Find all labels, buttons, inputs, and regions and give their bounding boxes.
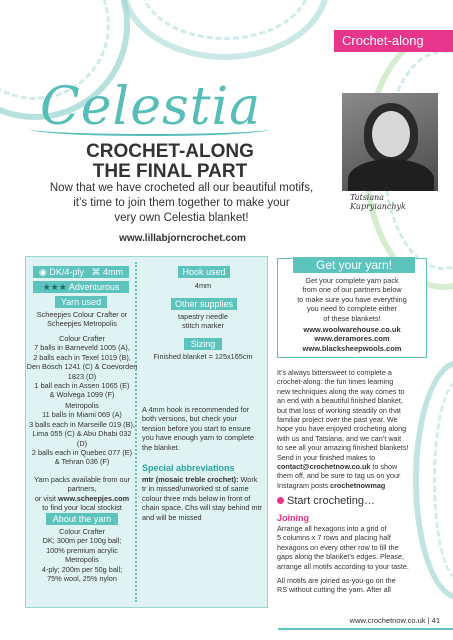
- hook-used-title: Hook used: [178, 266, 230, 278]
- metropolis-quantities: Metropolis 11 balls in Miami 069 (A) 3 balls each in Marseille 019 (B), Lima 055 (C) & Abu Dhabi 032 (D) 2 balls each in Quebec 077 (E) & Tehran 036 (F): [29, 401, 135, 467]
- section-badge: Crochet-along: [334, 30, 453, 52]
- start-crocheting-heading: Start crocheting…: [277, 495, 437, 507]
- other-supplies-title: Other supplies: [171, 298, 237, 310]
- logo-swash: [30, 122, 270, 136]
- scheepjes-link[interactable]: www.scheepjes.com: [58, 493, 130, 503]
- joining-heading: Joining: [277, 513, 309, 523]
- celestia-logo: Celestia: [40, 77, 262, 137]
- retailer-links: [279, 325, 425, 353]
- sizing-title: Sizing: [184, 338, 222, 350]
- blacksheepwools-link[interactable]: www.blacksheepwools.com: [302, 343, 402, 353]
- intro-text: Now that we have crocheted all our beautiful motifs, it’s time to join them together to make your very own Celestia blanket!: [49, 182, 314, 224]
- sizing-text: Finished blanket = 125x165cm: [153, 352, 253, 361]
- designer-photo: [342, 93, 438, 191]
- footer-rule: [278, 628, 453, 630]
- instagram-tag: crochetnowmag: [330, 480, 386, 490]
- heading-line-1: CROCHET-ALONG: [86, 141, 254, 162]
- about-yarn-text: Colour Crafter DK; 300m per 100g ball; 100% premium acrylic Metropolis 4-ply; 200m per 50g ball; 75% wool, 25% nylon: [41, 527, 123, 584]
- level-pill: ★★★ Adventurous: [33, 281, 129, 293]
- abbreviations-text: mtr (mosaic treble crochet): Work tr in missed/unworked st of same colour three rnds below in front of chain space. Chs will stay behind mtr and will be missed: [142, 475, 263, 522]
- abbreviations-title: Special abbreviations: [142, 463, 235, 473]
- body-paragraph: It’s always bittersweet to complete a crochet-along: the fun times learning new techniques along the way comes to an end with a beautiful finished blanket, but that loss of working steadily on that familiar project over the past year. We hope you have enjoyed crocheting along with us and Tatsiana, and we can’t wait to see all your amazing finished blankets! Send in your finished makes to contact@crochetnow.co.uk to show them off, and be sure to tag us on your Instagram posts crochetnowmag: [277, 368, 409, 490]
- about-yarn-title: About the yarn: [46, 513, 118, 525]
- footer-site[interactable]: www.crochetnow.co.uk: [349, 616, 426, 625]
- woolwarehouse-link[interactable]: www.woolwarehouse.co.uk: [303, 325, 401, 334]
- contact-email-link[interactable]: contact@crochetnow.co.uk: [277, 462, 371, 472]
- mandala-decoration-top: [120, 0, 330, 60]
- photo-caption: Tatsiana Kupryianchyk: [350, 193, 406, 211]
- page-footer: www.crochetnow.co.uk | 41: [349, 616, 440, 625]
- hook-note: A 4mm hook is recommended for both versions, but check your tension before you start to ensure you have enough yarn to complete the blanket.: [142, 405, 254, 452]
- yarn-used-title: Yarn used: [55, 296, 107, 308]
- ball-icon: ◉: [39, 267, 47, 277]
- supplies-list: tapestry needle stitch marker: [178, 312, 228, 331]
- heading-line-2: THE FINAL PART: [92, 161, 248, 182]
- joining-text: Arrange all hexagons into a grid of 5 columns x 7 rows and placing half hexagons on every other row to fill the gaps along the blanket’s edges. Please, arrange all motifs according to your taste.: [277, 524, 409, 571]
- colour-crafter-quantities: Colour Crafter 7 balls in Barneveld 1005 (A), 2 balls each in Texel 1019 (B), Den Bosch 1241 (C) & Coevorden 1823 (D) 1 ball each in Assen 1065 (E) & Wolvega 1099 (F): [26, 334, 138, 400]
- page-heading: [60, 142, 280, 182]
- page-number: 41: [431, 616, 440, 625]
- hook-size: 4mm: [194, 281, 212, 290]
- bullet-dot-icon: [277, 497, 284, 504]
- get-yarn-title: Get your yarn!: [293, 257, 415, 273]
- hook-icon: ⌘: [91, 267, 101, 277]
- weight-hook-pill: ◉ DK/4-ply ⌘ 4mm: [33, 266, 129, 278]
- deramores-link[interactable]: www.deramores.com: [314, 334, 390, 344]
- yarn-used-text: Scheepjes Colour Crafter or Scheepjes Metropolis: [36, 310, 128, 329]
- motifs-text: All motifs are joined as-you-go on the RS without cutting the yarn. After all: [277, 576, 396, 595]
- get-yarn-text: Get your complete yarn pack from one of our partners below to make sure you have everything you need to complete either of these blankets!: [297, 276, 407, 323]
- designer-website-link[interactable]: www.lillabjorncrochet.com: [119, 233, 246, 244]
- stockist-text: Yarn packs available from our partners, or visit www.scheepjes.com to find your local stockist: [34, 475, 130, 513]
- star-icon: ★★★: [42, 282, 67, 292]
